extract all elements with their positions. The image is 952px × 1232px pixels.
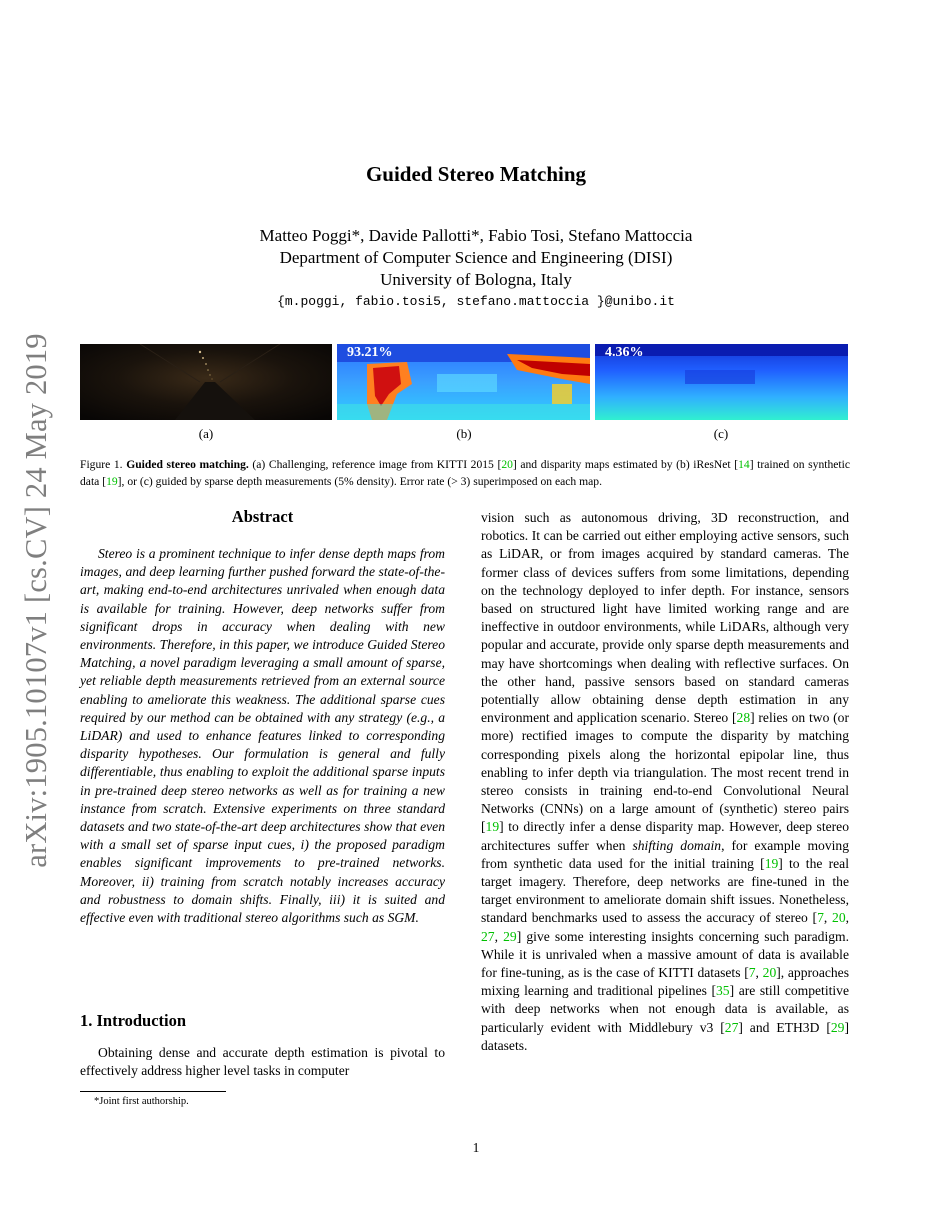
figure-panel-b-disparity	[337, 344, 590, 420]
figure-caption	[80, 456, 850, 490]
affiliation-university: University of Bologna, Italy	[380, 270, 572, 289]
emphasis-text: shifting domain	[632, 837, 722, 853]
citation-link[interactable]: 20	[762, 965, 777, 981]
citation-link[interactable]: 20	[832, 910, 846, 926]
subfigure-label-a: (a)	[198, 426, 214, 441]
caption-prefix: Figure 1.	[80, 458, 123, 471]
caption-text: ], or (c) guided by sparse depth measurements (5% density). Error rate (> 3) superimposed on each map.	[117, 475, 602, 488]
body-text: , for example moving from synthetic data used for the initial training [	[481, 837, 850, 871]
citation-link[interactable]: 19	[485, 819, 500, 835]
paper-title: Guided Stereo Matching	[365, 162, 587, 186]
citation-link[interactable]: 7	[748, 965, 756, 981]
body-text: ] and ETH3D [	[738, 1019, 831, 1035]
body-text: ] are still competitive with deep networks when not enough data is available, as particularly evident with Middlebury v3 [	[481, 983, 849, 1035]
citation-link[interactable]: 27	[481, 928, 495, 944]
citation-link[interactable]: 29	[830, 1019, 845, 1035]
abstract-body: Stereo is a prominent technique to infer dense depth maps from images, and deep learning further pushed forward the state-of-the-art, making end-to-end architectures unrivaled when enough data is available for training. However, deep networks suffer from significant drops in accuracy when dealing with new environments. Therefore, in this paper, we introduce Guided Stereo Matching, a novel paradigm leveraging a small amount of sparse, yet reliable depth measurements retrieved from an external source enabling to ameliorate this weakness. The additional sparse cues required by our method can be obtained with any strategy (e.g., a LiDAR) and used to enhance features linked to corresponding disparity hypotheses. Our formulation is general and fully differentiable, thus enabling to exploit the additional sparse inputs in pre-trained deep stereo networks as well as for training a new instance from scratch. Extensive experiments on three standard datasets and two state-of-the-art deep architectures show that even with a small set of sparse input cues, i) the proposed paradigm enables significant improvements to pre-trained networks. Moreover, ii) training from scratch notably increases accuracy and robustness to domain shifts. Finally, iii) it is suited and effective even with traditional stereo algorithms such as SGM.	[80, 546, 445, 926]
author-list: Matteo Poggi*, Davide Pallotti*, Fabio Tosi, Stefano Mattoccia	[259, 226, 693, 245]
arxiv-stamp	[8, 320, 64, 880]
citation-link[interactable]: 35	[716, 983, 730, 999]
panel-c-error-rate: 4.36%	[605, 345, 644, 360]
citation-link[interactable]: 14	[738, 458, 750, 471]
caption-text: ] trained on synthetic data [	[80, 458, 851, 488]
author-emails: {m.poggi, fabio.tosi5, stefano.mattoccia }@unibo.it	[277, 294, 675, 309]
citation-link[interactable]: 19	[764, 855, 779, 871]
subfigure-label-b: (b)	[456, 426, 472, 441]
body-text: ] relies on two (or more) rectified images to compute the disparity by matching corresponding pixels along the horizontal epipolar line, thus enabling to infer depth via triangulation. The most recent trend in stereo consists in training end-to-end Convolutional Neural Networks (CNNs) on a large amount of (synthetic) stereo pairs [	[481, 710, 849, 835]
caption-text: ] and disparity maps estimated by (b) iResNet [	[512, 458, 739, 471]
figure-panel-c-disparity	[595, 344, 848, 420]
section-heading-introduction: 1. Introduction	[80, 1011, 187, 1030]
citation-link[interactable]: 20	[501, 458, 513, 471]
citation-link[interactable]: 29	[503, 928, 517, 944]
citation-link[interactable]: 19	[106, 475, 118, 488]
body-text: ] datasets.	[481, 1019, 849, 1053]
intro-continuation: vision such as autonomous driving, 3D reconstruction, and robotics. It can be carried out either employing active sensors, such as LiDAR, or from images acquired by standard cameras. The former class of devices suffers from some limitations, depending on the technology deployed to infer depth. For instance, sensors based on structured light have limited working range and are ineffective in outdoor environments, while LiDARs, although very popular and accurate, provide only sparse depth measurements and may have shortcomings when dealing with reflective surfaces. On the other hand, passive sensors based on standard cameras potentially allow obtaining dense depth estimation in any environment and application scenario. Stereo [28] relies on two (or more) rectified images to compute the disparity by matching corresponding pixels along the horizontal epipolar line, thus enabling to infer depth via triangulation. The most recent trend in stereo consists in training end-to-end Convolutional Neural Networks (CNNs) on a large amount of (synthetic) stereo pairs [19] to directly infer a dense disparity map. However, deep stereo architectures suffer when shifting domain, for example moving from synthetic data used for the initial training [19] to the real target imagery. Therefore, deep networks are fine-tuned in the target environment to ameliorate domain shift issues. Nonetheless, standard benchmarks used to assess the accuracy of stereo [7, 20, 27, 29] give some interesting insights concerning such paradigm. While it is unrivaled when a massive amount of data is available for fine-tuning, as is the case of KITTI datasets [7, 20], approaches mixing learning and traditional pipelines [35] are still competitive with deep networks when not enough data is available, as particularly evident with Middlebury v3 [27] and ETH3D [29] datasets.	[481, 510, 850, 1053]
body-text: ] give some interesting insights concerning such paradigm. While it is unrivaled when a massive amount of data is available for fine-tuning, as is the case of KITTI datasets [	[481, 928, 849, 981]
body-text: ], approaches mixing learning and traditional pipelines [	[481, 965, 850, 999]
caption-title: Guided stereo matching.	[126, 458, 249, 471]
caption-text: (a) Challenging, reference image from KITTI 2015 [	[248, 458, 502, 471]
citation-link[interactable]: 7	[817, 910, 824, 926]
subfigure-label-c: (c)	[713, 426, 729, 441]
footnote-rule	[80, 1091, 226, 1092]
figure-panel-a-image	[80, 344, 332, 420]
citation-link[interactable]: 28	[736, 710, 751, 726]
arxiv-id: arXiv:1905.10107v1 [cs.CV] 24 May 2019	[18, 332, 53, 868]
body-text: vision such as autonomous driving, 3D reconstruction, and robotics. It can be carried out either employing active sensors, such as LiDAR, or from images acquired by standard cameras. The former class of devices suffers from some limitations, depending on the technology deployed to infer depth. For instance, sensors based on structured light have limited working range and are ineffective in outdoor environments, while LiDARs, although very popular and accurate, provide only sparse depth measurements and may have shortcomings when dealing with reflective surfaces. On the other hand, passive sensors based on standard cameras potentially allow obtaining dense depth estimation in any environment and application scenario. Stereo [	[481, 510, 849, 726]
abstract-heading: Abstract	[231, 507, 294, 526]
body-text: ] to directly infer a dense disparity map. However, deep stereo architectures suffer when	[481, 819, 849, 853]
citation-link[interactable]: 27	[724, 1019, 739, 1035]
body-text: ] to the real target imagery. Therefore, deep networks are fine-tuned in the target environment to ameliorate domain shift issues. Nonetheless, standard benchmarks used to assess the accuracy of stereo [	[481, 855, 849, 926]
page-number: 1	[472, 1140, 480, 1155]
panel-b-error-rate: 93.21%	[347, 345, 393, 360]
intro-paragraph: Obtaining dense and accurate depth estimation is pivotal to effectively address higher level tasks in computer	[80, 1045, 445, 1079]
affiliation-department: Department of Computer Science and Engineering (DISI)	[279, 248, 673, 267]
footnote: *Joint first authorship.	[94, 1096, 189, 1107]
